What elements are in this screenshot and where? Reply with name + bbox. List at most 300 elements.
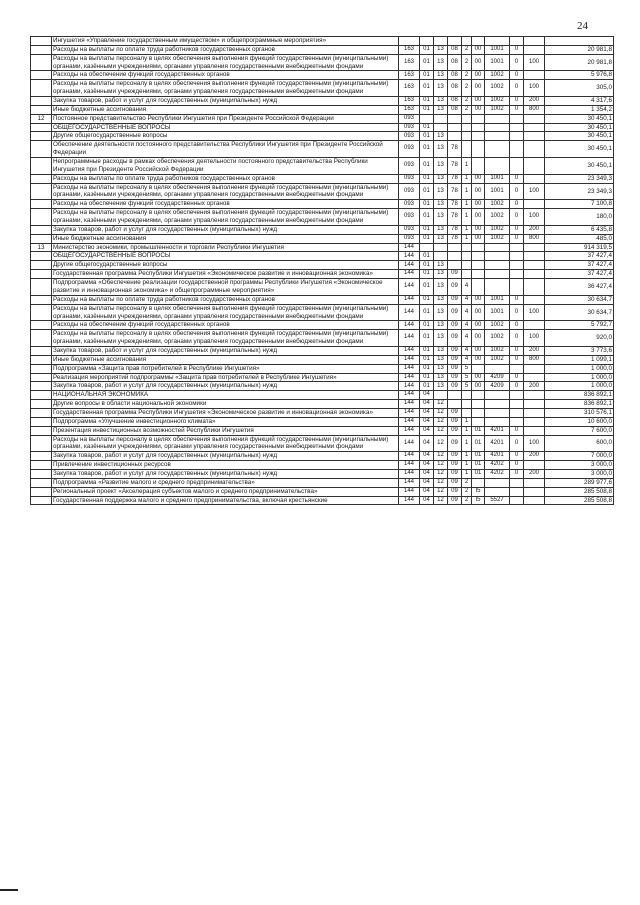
budget-code <box>472 261 485 270</box>
table-row <box>31 105 614 114</box>
budget-code <box>472 114 485 123</box>
budget-code: 4 <box>462 330 472 347</box>
amount: 30 450,1 <box>545 158 614 175</box>
budget-code: 13 <box>434 141 448 158</box>
budget-code: 0 <box>510 209 524 226</box>
budget-code <box>448 391 462 400</box>
budget-code: 01 <box>420 132 434 141</box>
budget-code: 13 <box>434 373 448 382</box>
expense-name: Государственная поддержка малого и среднего предпринимательства, включая крестьянские <box>52 496 399 505</box>
amount: 3 000,0 <box>545 469 614 478</box>
budget-code: 4 <box>462 346 472 355</box>
budget-code <box>472 417 485 426</box>
budget-code: 01 <box>420 80 434 97</box>
amount: 7 600,0 <box>545 426 614 435</box>
budget-code: 2 <box>462 105 472 114</box>
budget-code: 144 <box>399 478 420 487</box>
budget-code: 093 <box>399 183 420 200</box>
budget-code <box>472 158 485 175</box>
table-row <box>31 364 614 373</box>
budget-code: 144 <box>399 461 420 470</box>
amount: 30 634,7 <box>545 295 614 304</box>
budget-code <box>524 417 545 426</box>
budget-code: 0 <box>510 295 524 304</box>
amount: 20 981,8 <box>545 45 614 54</box>
budget-code <box>524 408 545 417</box>
expense-name: Подпрограмма «Обеспечение реализации государственной программы Республики Ингушетия «Экономическое развитие и инновационная экономика» и общепрограммные мероприятия» <box>52 279 399 296</box>
budget-code: 144 <box>399 391 420 400</box>
expense-name: Привлечение инвестиционных ресурсов <box>52 461 399 470</box>
table-row <box>31 209 614 226</box>
budget-code: 163 <box>399 80 420 97</box>
table-row <box>31 261 614 270</box>
budget-code <box>524 461 545 470</box>
budget-code <box>524 123 545 132</box>
expense-name: Расходы на выплаты по оплате труда работников государственных органов <box>52 45 399 54</box>
budget-code <box>434 243 448 252</box>
budget-code <box>510 158 524 175</box>
amount: 310 576,1 <box>545 408 614 417</box>
row-number <box>31 105 52 114</box>
budget-code: 01 <box>420 252 434 261</box>
budget-code: 144 <box>399 400 420 409</box>
budget-code: 01 <box>420 183 434 200</box>
expense-name: Ингушетия «Управление государственным имуществом» и общепрограммные мероприятия» <box>52 37 399 46</box>
budget-code: 800 <box>524 105 545 114</box>
budget-code: 1001 <box>485 174 510 183</box>
row-number: 12 <box>31 114 52 123</box>
budget-code <box>524 321 545 330</box>
budget-code <box>524 158 545 175</box>
budget-code: 0 <box>510 234 524 243</box>
budget-code <box>510 132 524 141</box>
budget-code: 4 <box>462 355 472 364</box>
budget-code: 2 <box>462 54 472 71</box>
budget-code <box>472 408 485 417</box>
budget-code: 09 <box>448 364 462 373</box>
budget-code: 13 <box>434 209 448 226</box>
budget-code: 01 <box>420 54 434 71</box>
budget-code: 00 <box>472 382 485 391</box>
budget-code <box>524 364 545 373</box>
budget-code: 78 <box>448 141 462 158</box>
expense-name: Расходы на выплаты персоналу в целях обеспечения выполнения функций государственными (муниципальными) органами, казёнными учреждениями, органами управления государственными внебюджетными фондами <box>52 80 399 97</box>
budget-code <box>448 261 462 270</box>
table-row <box>31 270 614 279</box>
budget-code <box>448 37 462 46</box>
table-row <box>31 158 614 175</box>
budget-code: 00 <box>472 45 485 54</box>
row-number <box>31 252 52 261</box>
budget-code <box>510 243 524 252</box>
budget-code <box>524 252 545 261</box>
budget-code: 08 <box>448 97 462 106</box>
budget-code: 09 <box>448 461 462 470</box>
budget-code: 144 <box>399 426 420 435</box>
amount: 600,0 <box>545 435 614 452</box>
budget-code: 00 <box>472 209 485 226</box>
expense-name: Закупка товаров, работ и услуг для государственных (муниципальных) нужд <box>52 452 399 461</box>
budget-code: 78 <box>448 200 462 209</box>
table-row <box>31 37 614 46</box>
row-number <box>31 400 52 409</box>
budget-code: 09 <box>448 417 462 426</box>
budget-code: 04 <box>420 478 434 487</box>
row-number <box>31 408 52 417</box>
expense-name: Расходы на выплаты персоналу в целях обеспечения выполнения функций государственными (муниципальными) органами, казёнными учреждениями, органами управления государственными внебюджетными фондами <box>52 330 399 347</box>
budget-code: 144 <box>399 496 420 505</box>
budget-code <box>510 408 524 417</box>
budget-code <box>510 270 524 279</box>
budget-code: 093 <box>399 123 420 132</box>
budget-code <box>462 408 472 417</box>
table-row <box>31 355 614 364</box>
expense-name: Другие общегосударственные вопросы <box>52 132 399 141</box>
budget-code: 1002 <box>485 105 510 114</box>
row-number <box>31 469 52 478</box>
budget-code: 01 <box>472 469 485 478</box>
budget-code <box>510 364 524 373</box>
expense-name: Расходы на обеспечение функций государственных органов <box>52 71 399 80</box>
budget-code: 78 <box>448 158 462 175</box>
budget-code <box>462 243 472 252</box>
budget-code: 13 <box>434 45 448 54</box>
amount: 7 000,0 <box>545 452 614 461</box>
expense-name: Расходы на обеспечение функций государственных органов <box>52 200 399 209</box>
budget-code: 1002 <box>485 97 510 106</box>
budget-code: 1002 <box>485 355 510 364</box>
budget-code <box>485 364 510 373</box>
budget-code <box>524 45 545 54</box>
budget-code: 13 <box>434 270 448 279</box>
budget-code: 4 <box>462 279 472 296</box>
budget-code <box>462 391 472 400</box>
row-number <box>31 373 52 382</box>
budget-code: 09 <box>448 382 462 391</box>
budget-code: 2 <box>462 97 472 106</box>
budget-code <box>485 243 510 252</box>
budget-code: 4202 <box>485 469 510 478</box>
amount: 180,0 <box>545 209 614 226</box>
budget-code: 78 <box>448 174 462 183</box>
budget-code: 00 <box>472 373 485 382</box>
table-row <box>31 478 614 487</box>
expense-name: Министерство экономики, промышленности и торговли Республики Ингушетия <box>52 243 399 252</box>
budget-code <box>524 174 545 183</box>
row-number <box>31 330 52 347</box>
budget-code: 144 <box>399 261 420 270</box>
budget-code: 09 <box>448 478 462 487</box>
budget-code <box>448 243 462 252</box>
budget-code <box>462 261 472 270</box>
table-row <box>31 279 614 296</box>
budget-code: 13 <box>434 80 448 97</box>
amount: 3 000,0 <box>545 461 614 470</box>
amount: 30 634,7 <box>545 304 614 321</box>
budget-code <box>524 71 545 80</box>
budget-code <box>524 261 545 270</box>
budget-code: 0 <box>510 54 524 71</box>
budget-code: 08 <box>448 45 462 54</box>
amount: 30 450,1 <box>545 141 614 158</box>
amount: 1 000,0 <box>545 373 614 382</box>
budget-code: 1001 <box>485 45 510 54</box>
row-number <box>31 54 52 71</box>
table-row <box>31 183 614 200</box>
budget-code: 00 <box>472 295 485 304</box>
expense-name: Государственная программа Республики Ингушетия «Экономическое развитие и инновационная экономика» <box>52 408 399 417</box>
budget-code: 0 <box>510 304 524 321</box>
budget-code: 2 <box>462 71 472 80</box>
amount: 285 508,8 <box>545 487 614 496</box>
row-number <box>31 487 52 496</box>
budget-code: 0 <box>510 45 524 54</box>
budget-code: 01 <box>420 270 434 279</box>
budget-code: 00 <box>472 225 485 234</box>
expense-name: Непрограммные расходы в рамках обеспечения деятельности постоянного представительства Республики Ингушетия при Президенте Российской Федерации <box>52 158 399 175</box>
budget-code: 4 <box>462 304 472 321</box>
budget-code: 093 <box>399 200 420 209</box>
budget-code: 1002 <box>485 225 510 234</box>
table-row <box>31 141 614 158</box>
budget-code: 144 <box>399 330 420 347</box>
budget-code: 04 <box>420 408 434 417</box>
expense-name: Государственная программа Республики Ингушетия «Экономическое развитие и инновационная экономика» <box>52 270 399 279</box>
budget-code: 163 <box>399 54 420 71</box>
row-number <box>31 391 52 400</box>
budget-code: 1002 <box>485 200 510 209</box>
budget-code: 13 <box>434 183 448 200</box>
budget-code: 4 <box>462 321 472 330</box>
table-row <box>31 382 614 391</box>
budget-code: 1002 <box>485 209 510 226</box>
budget-code <box>524 487 545 496</box>
row-number <box>31 417 52 426</box>
budget-code <box>510 279 524 296</box>
budget-code: 13 <box>434 304 448 321</box>
budget-code: 200 <box>524 346 545 355</box>
budget-code <box>472 37 485 46</box>
budget-code: 08 <box>448 80 462 97</box>
expense-name: Закупка товаров, работ и услуг для государственных (муниципальных) нужд <box>52 225 399 234</box>
budget-code <box>485 261 510 270</box>
budget-code <box>485 400 510 409</box>
budget-code: 144 <box>399 435 420 452</box>
expense-name: Закупка товаров, работ и услуг для государственных (муниципальных) нужд <box>52 469 399 478</box>
budget-code <box>472 132 485 141</box>
budget-code: 144 <box>399 364 420 373</box>
budget-code: 4201 <box>485 452 510 461</box>
budget-code <box>485 158 510 175</box>
row-number <box>31 452 52 461</box>
budget-code: 01 <box>420 209 434 226</box>
budget-code: 1 <box>462 174 472 183</box>
budget-code <box>448 114 462 123</box>
budget-code <box>462 141 472 158</box>
expense-name: Расходы на выплаты персоналу в целях обеспечения выполнения функций государственными (муниципальными) органами, казёнными учреждениями, органами управления государственными внебюджетными фондами <box>52 183 399 200</box>
budget-code: 0 <box>510 355 524 364</box>
budget-code <box>524 400 545 409</box>
amount: 4 317,6 <box>545 97 614 106</box>
amount: 836 892,1 <box>545 400 614 409</box>
budget-code <box>462 132 472 141</box>
budget-code: 13 <box>434 382 448 391</box>
budget-code: 1 <box>462 234 472 243</box>
budget-code: 2 <box>462 496 472 505</box>
budget-code <box>524 373 545 382</box>
budget-code: 09 <box>448 373 462 382</box>
table-row <box>31 304 614 321</box>
budget-code: 1 <box>462 435 472 452</box>
budget-code <box>524 141 545 158</box>
budget-code <box>420 114 434 123</box>
expense-name: Другие вопросы в области национальной экономики <box>52 400 399 409</box>
budget-code: 00 <box>472 105 485 114</box>
budget-code: 13 <box>434 97 448 106</box>
budget-code: 144 <box>399 270 420 279</box>
budget-code: 00 <box>472 71 485 80</box>
budget-code: 100 <box>524 304 545 321</box>
row-number <box>31 123 52 132</box>
table-row <box>31 321 614 330</box>
budget-code: 13 <box>434 174 448 183</box>
budget-code <box>448 123 462 132</box>
budget-code: 093 <box>399 141 420 158</box>
budget-code: 0 <box>510 461 524 470</box>
budget-code: 09 <box>448 321 462 330</box>
budget-code: 163 <box>399 97 420 106</box>
row-number <box>31 80 52 97</box>
expense-name: Расходы на выплаты по оплате труда работников государственных органов <box>52 295 399 304</box>
budget-code: 144 <box>399 243 420 252</box>
budget-code: 0 <box>510 97 524 106</box>
row-number <box>31 261 52 270</box>
amount: 30 450,1 <box>545 114 614 123</box>
table-row <box>31 45 614 54</box>
row-number <box>31 71 52 80</box>
budget-code <box>472 364 485 373</box>
budget-code: 12 <box>434 452 448 461</box>
budget-code <box>485 270 510 279</box>
budget-code: 12 <box>434 400 448 409</box>
budget-code: 13 <box>434 234 448 243</box>
budget-code: 0 <box>510 174 524 183</box>
budget-code <box>524 478 545 487</box>
table-row <box>31 243 614 252</box>
budget-code <box>472 279 485 296</box>
budget-code: 0 <box>510 373 524 382</box>
budget-code <box>524 391 545 400</box>
row-number <box>31 346 52 355</box>
budget-code: 01 <box>472 452 485 461</box>
row-number <box>31 426 52 435</box>
budget-code <box>434 252 448 261</box>
row-number <box>31 174 52 183</box>
expense-name: Постоянное представительство Республики Ингушетия при Президенте Российской Федерации <box>52 114 399 123</box>
budget-code: 13 <box>434 295 448 304</box>
budget-code: 01 <box>420 141 434 158</box>
budget-code <box>524 132 545 141</box>
budget-code: 01 <box>420 261 434 270</box>
budget-code: 00 <box>472 174 485 183</box>
budget-code: 1002 <box>485 346 510 355</box>
budget-code: 01 <box>420 346 434 355</box>
budget-code: 09 <box>448 279 462 296</box>
budget-code: 01 <box>420 330 434 347</box>
budget-code: 13 <box>434 200 448 209</box>
table-row <box>31 452 614 461</box>
row-number <box>31 364 52 373</box>
budget-code: 13 <box>434 346 448 355</box>
amount: 6 435,8 <box>545 225 614 234</box>
budget-table <box>30 36 614 505</box>
budget-code: 08 <box>448 71 462 80</box>
table-row <box>31 330 614 347</box>
budget-code: 2 <box>462 80 472 97</box>
budget-code: 04 <box>420 435 434 452</box>
row-number <box>31 158 52 175</box>
budget-code: 0 <box>510 200 524 209</box>
budget-code <box>462 270 472 279</box>
budget-code <box>510 37 524 46</box>
budget-code: 1002 <box>485 321 510 330</box>
budget-code: 144 <box>399 452 420 461</box>
row-number <box>31 478 52 487</box>
budget-code <box>485 123 510 132</box>
budget-code: 09 <box>448 270 462 279</box>
budget-code: 163 <box>399 71 420 80</box>
row-number <box>31 234 52 243</box>
expense-name: Закупка товаров, работ и услуг для государственных (муниципальных) нужд <box>52 346 399 355</box>
budget-code: 00 <box>472 80 485 97</box>
table-row <box>31 234 614 243</box>
budget-code <box>510 496 524 505</box>
budget-code <box>510 123 524 132</box>
footer-mark <box>0 889 18 891</box>
budget-code: 0 <box>510 80 524 97</box>
budget-code: 13 <box>434 71 448 80</box>
budget-code: 04 <box>420 426 434 435</box>
amount <box>545 37 614 46</box>
budget-code: 13 <box>434 364 448 373</box>
budget-code: 04 <box>420 496 434 505</box>
budget-code: 144 <box>399 304 420 321</box>
budget-code: 13 <box>434 330 448 347</box>
table-row <box>31 426 614 435</box>
budget-code <box>524 114 545 123</box>
table-row <box>31 461 614 470</box>
budget-code: 0 <box>510 452 524 461</box>
budget-code: 09 <box>448 346 462 355</box>
budget-code <box>472 123 485 132</box>
amount: 305,0 <box>545 80 614 97</box>
budget-code: 01 <box>420 279 434 296</box>
budget-code: 100 <box>524 330 545 347</box>
budget-code: 0 <box>510 426 524 435</box>
row-number <box>31 45 52 54</box>
budget-code: 00 <box>472 97 485 106</box>
budget-code: 4209 <box>485 382 510 391</box>
budget-code: 09 <box>448 355 462 364</box>
budget-code: 100 <box>524 435 545 452</box>
budget-code <box>485 141 510 158</box>
budget-code: 13 <box>434 158 448 175</box>
budget-code: 4 <box>462 295 472 304</box>
expense-name: ОБЩЕГОСУДАРСТВЕННЫЕ ВОПРОСЫ <box>52 252 399 261</box>
budget-code: 12 <box>434 408 448 417</box>
budget-code: 2 <box>462 487 472 496</box>
budget-code: 0 <box>510 469 524 478</box>
